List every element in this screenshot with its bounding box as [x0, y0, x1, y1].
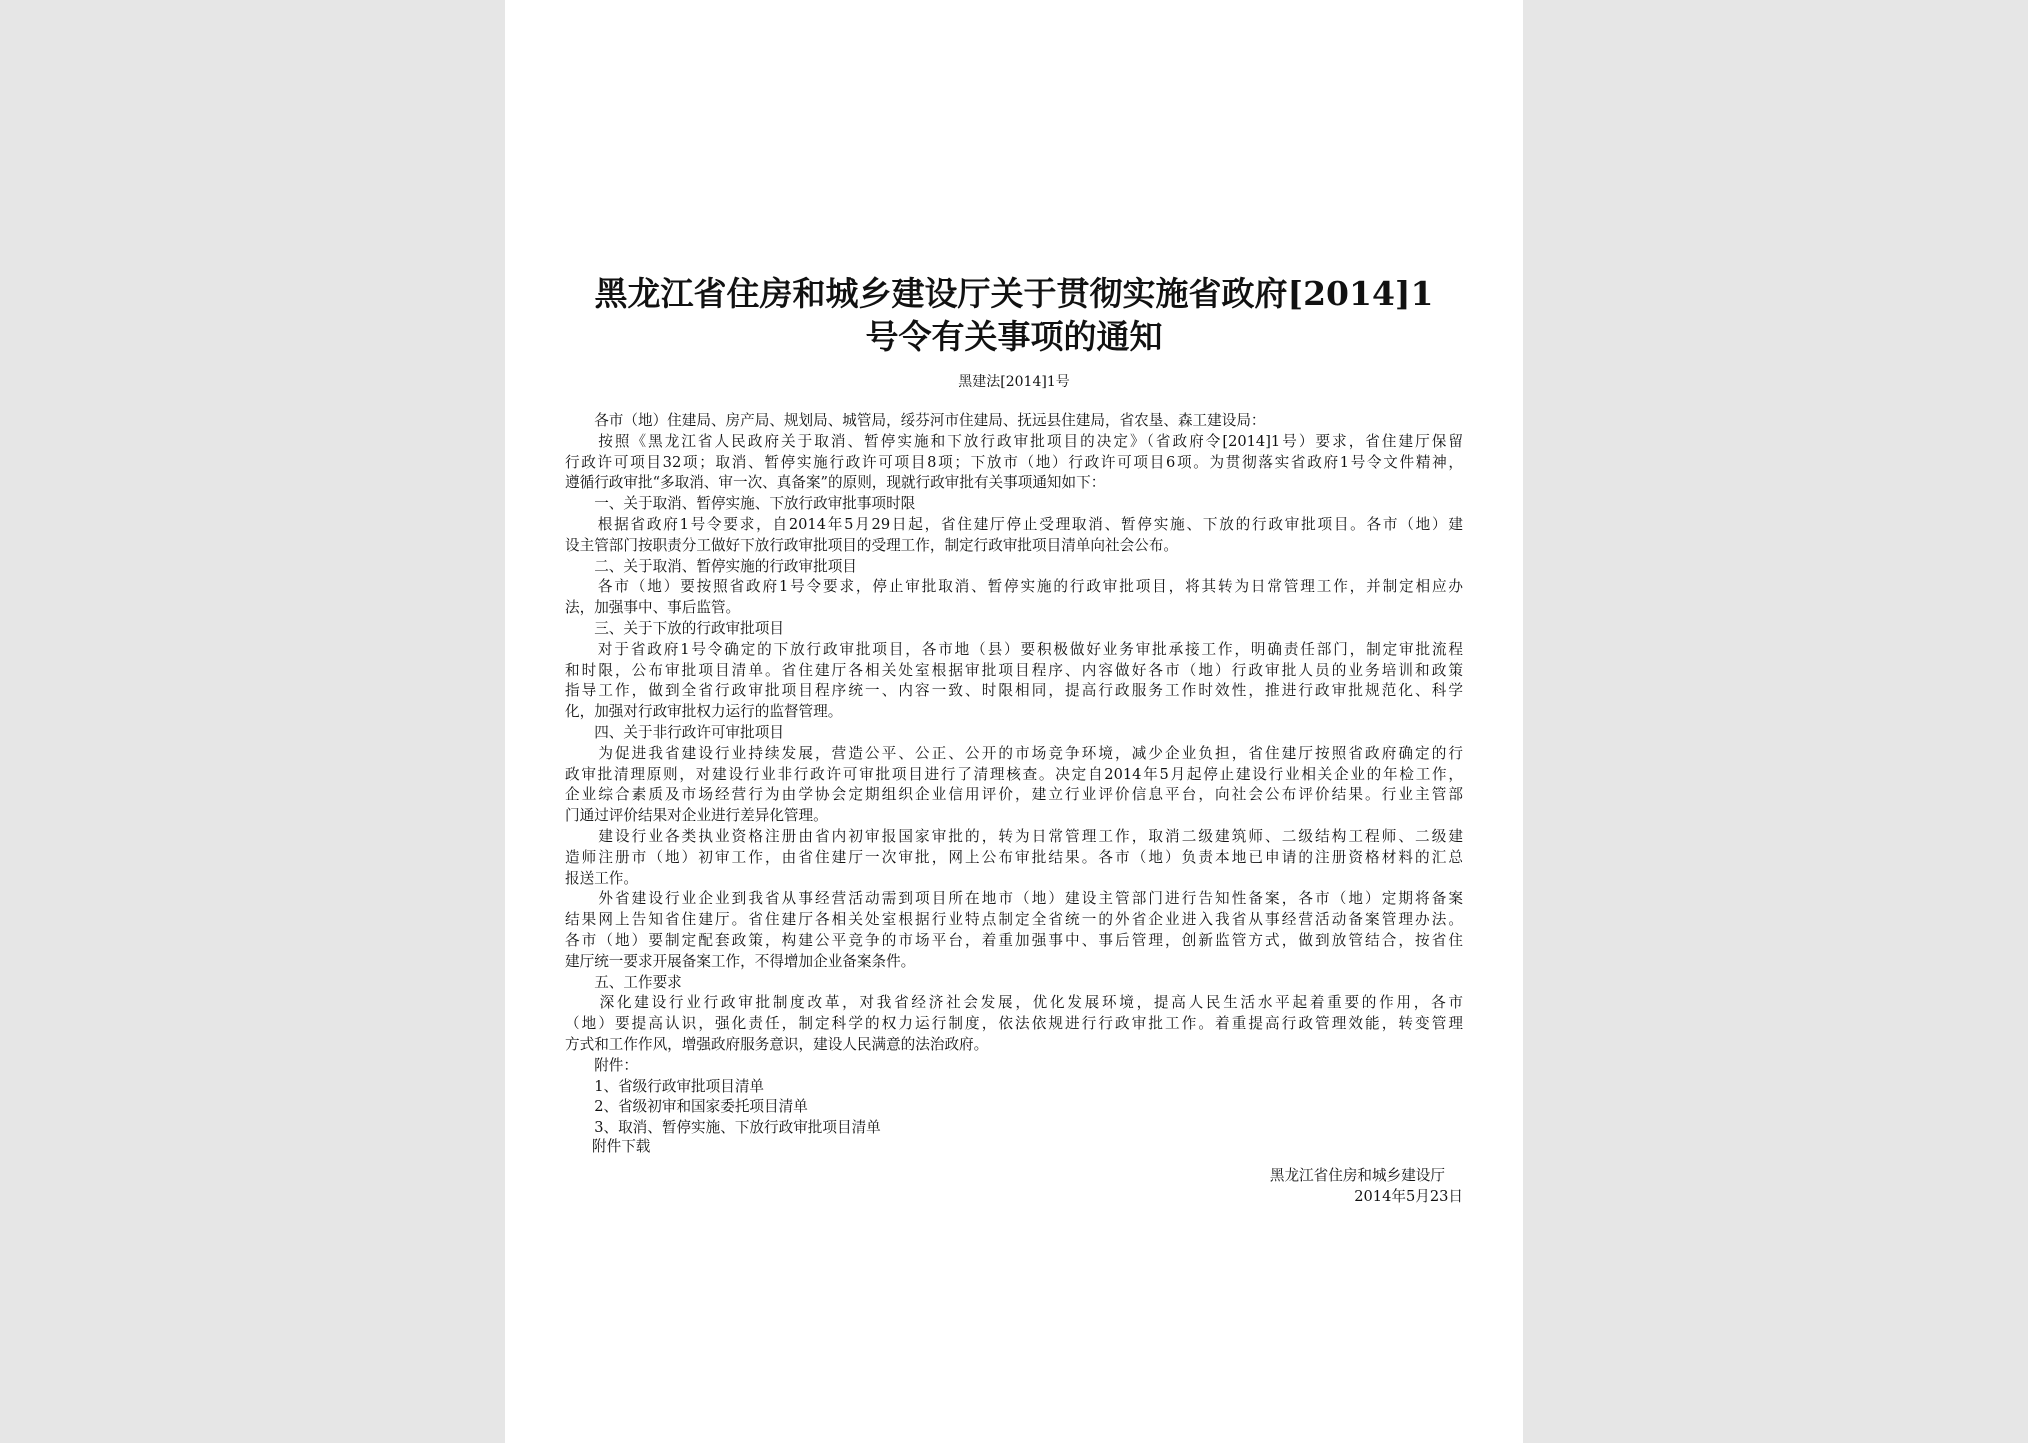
body-line: 行政许可项目32项；取消、暂停实施行政许可项目8项；下放市（地）行政许可项目6项。为贯彻落实省政府1号令文件精神， [565, 453, 1463, 471]
body-line: 各市（地）住建局、房产局、规划局、城管局，绥芬河市住建局、抚远县住建局，省农垦、森工建设局： [565, 412, 1266, 429]
issue-date: 2014年5月23日 [1354, 1188, 1463, 1205]
issuer-name: 黑龙江省住房和城乡建设厅 [1269, 1167, 1445, 1184]
body-line: 设主管部门按职责分工做好下放行政审批项目的受理工作，制定行政审批项目清单向社会公布。 [565, 536, 1178, 554]
body-line: 方式和工作作风，增强政府服务意识，建设人民满意的法治政府。 [565, 1035, 989, 1053]
body-line: 根据省政府1号令要求，自2014年5月29日起，省住建厅停止受理取消、暂停实施、下放的行政审批项目。各市（地）建 [565, 515, 1463, 533]
title-line-2: 号令有关事项的通知 [865, 317, 1163, 356]
body-line: 2、省级初审和国家委托项目清单 [565, 1098, 808, 1116]
body-line: 建设行业各类执业资格注册由省内初审报国家审批的，转为日常管理工作，取消二级建筑师、二级结构工程师、二级建 [565, 827, 1463, 845]
body-line: 外省建设行业企业到我省从事经营活动需到项目所在地市（地）建设主管部门进行告知性备案，各市（地）定期将备案 [565, 890, 1463, 908]
body-line: 和时限，公布审批项目清单。省住建厅各相关处室根据审批项目程序、内容做好各市（地）行政审批人员的业务培训和政策 [565, 661, 1463, 679]
body-line: 附件： [565, 1056, 638, 1074]
body-line: 3、取消、暂停实施、下放行政审批项目清单 [565, 1119, 881, 1137]
attachment-download-link[interactable]: 附件下载 [592, 1138, 651, 1155]
body-line: 二、关于取消、暂停实施的行政审批项目 [565, 557, 857, 575]
body-line: 企业综合素质及市场经营行为由学协会定期组织企业信用评价，建立行业评价信息平台，向社会公布评价结果。行业主管部 [565, 786, 1463, 804]
body-line: 按照《黑龙江省人民政府关于取消、暂停实施和下放行政审批项目的决定》（省政府令[2014]1号）要求，省住建厅保留 [565, 432, 1463, 450]
body-line: 政审批清理原则，对建设行业非行政许可审批项目进行了清理核查。决定自2014年5月起停止建设行业相关企业的年检工作， [565, 765, 1463, 783]
body-line: 四、关于非行政许可审批项目 [565, 723, 784, 741]
body-line: 遵循行政审批“多取消、审一次、真备案”的原则，现就行政审批有关事项通知如下： [565, 474, 1106, 492]
body-line: 法，加强事中、事后监管。 [565, 599, 741, 617]
body-line: 化，加强对行政审批权力运行的监督管理。 [565, 703, 843, 721]
body-line: 对于省政府1号令确定的下放行政审批项目，各市地（县）要积极做好业务审批承接工作，明确责任部门，制定审批流程 [565, 640, 1463, 658]
body-line: 深化建设行业行政审批制度改革，对我省经济社会发展，优化发展环境，提高人民生活水平起着重要的作用，各市 [565, 994, 1463, 1012]
signature-block [1105, 1165, 1463, 1207]
document-page [505, 0, 1523, 1443]
body-line: 各市（地）要制定配套政策，构建公平竞争的市场平台，着重加强事中、事后管理，创新监管方式，做到放管结合，按省住 [565, 931, 1463, 949]
body-line: 结果网上告知省住建厅。省住建厅各相关处室根据行业特点制定全省统一的外省企业进入我省从事经营活动备案管理办法。 [565, 911, 1463, 929]
document-number: 黑建法[2014]1号 [958, 374, 1070, 390]
body-line: 为促进我省建设行业持续发展，营造公平、公正、公开的市场竞争环境，减少企业负担，省住建厅按照省政府确定的行 [565, 744, 1463, 762]
body-line: 建厅统一要求开展备案工作，不得增加企业备案条件。 [565, 952, 916, 970]
title-line-1: 黑龙江省住房和城乡建设厅关于贯彻实施省政府[2014]1 [594, 274, 1434, 313]
body-line: 门通过评价结果对企业进行差异化管理。 [565, 807, 828, 825]
body-line: 1、省级行政审批项目清单 [565, 1077, 765, 1095]
body-line: 五、工作要求 [565, 973, 682, 991]
body-line: 三、关于下放的行政审批项目 [565, 619, 784, 637]
body-line: 造师注册市（地）初审工作，由省住建厅一次审批，网上公布审批结果。各市（地）负责本地已申请的注册资格材料的汇总 [565, 848, 1463, 866]
document-title [505, 272, 1523, 358]
document-body [565, 411, 1463, 1139]
body-line: 各市（地）要按照省政府1号令要求，停止审批取消、暂停实施的行政审批项目，将其转为日常管理工作，并制定相应办 [565, 578, 1463, 596]
body-line: （地）要提高认识，强化责任，制定科学的权力运行制度，依法依规进行行政审批工作。着重提高行政管理效能，转变管理 [565, 1015, 1463, 1033]
body-line: 指导工作，做到全省行政审批项目程序统一、内容一致、时限相同，提高行政服务工作时效性，推进行政审批规范化、科学 [565, 682, 1463, 700]
body-line: 一、关于取消、暂停实施、下放行政审批事项时限 [565, 495, 916, 513]
body-line: 报送工作。 [565, 869, 638, 887]
